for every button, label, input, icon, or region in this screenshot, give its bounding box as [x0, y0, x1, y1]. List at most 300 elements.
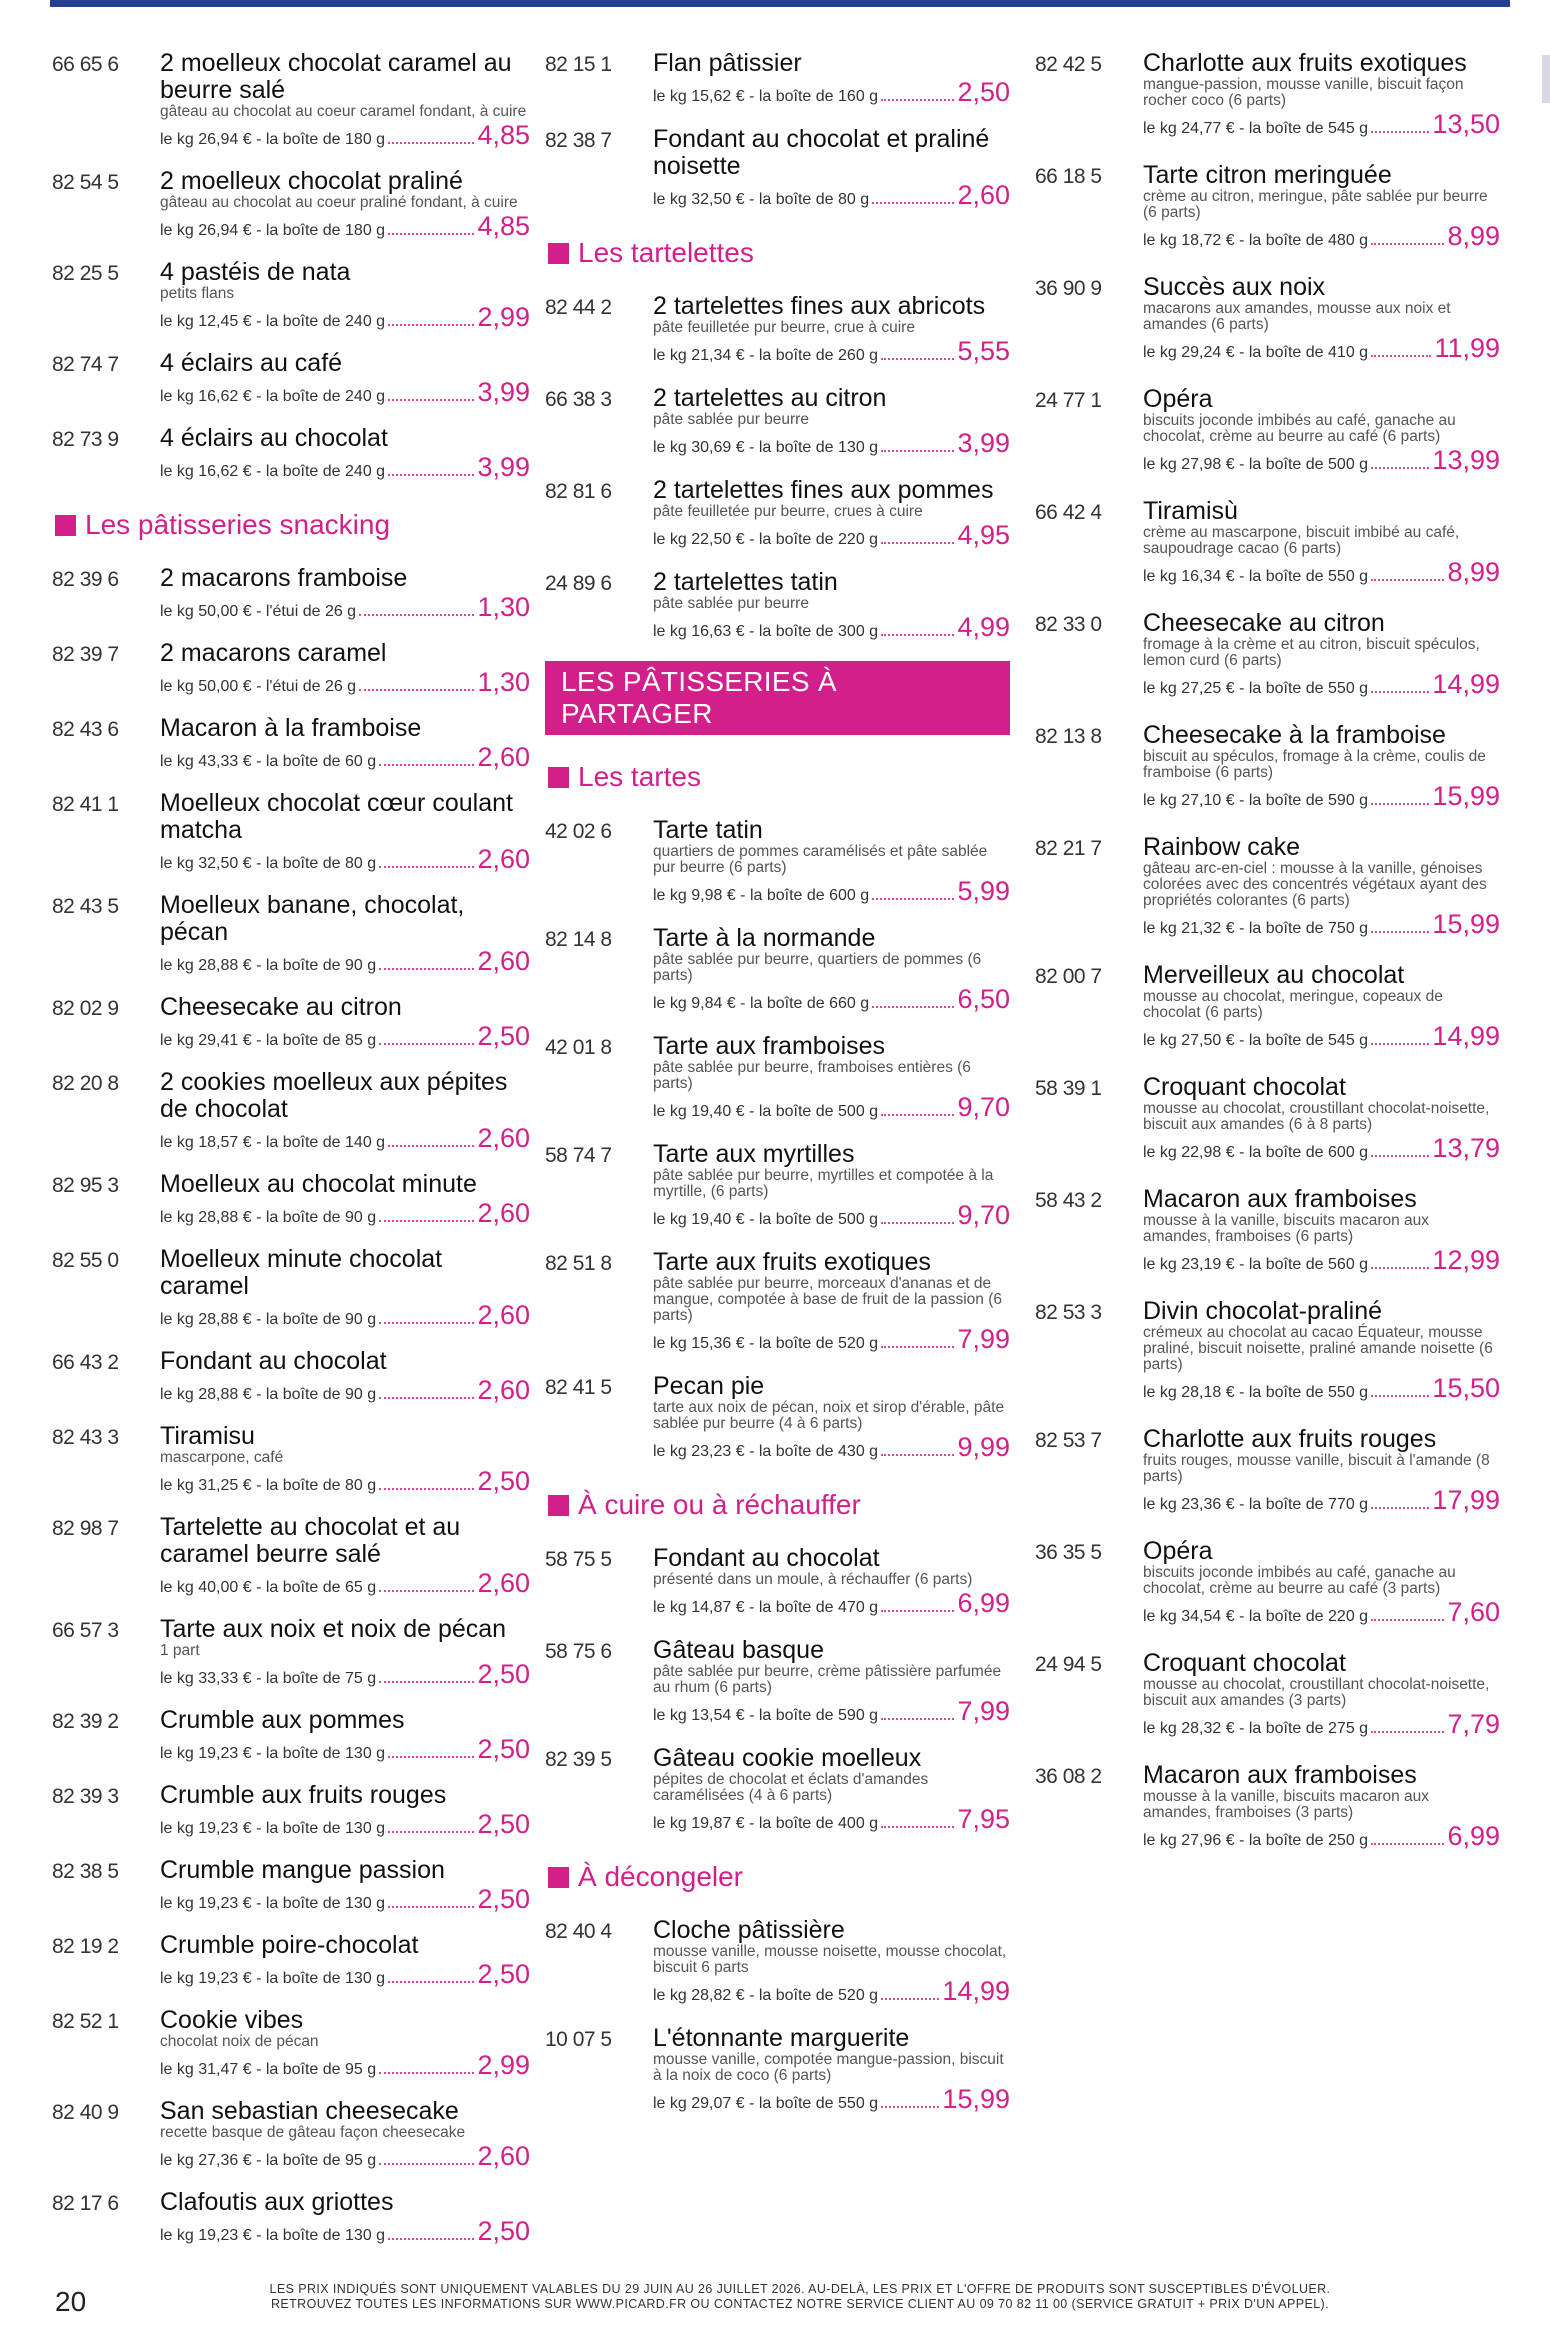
column-3: [1035, 50, 1500, 1874]
product-code: 66 43 2: [52, 1351, 119, 1374]
product-price: 11,99: [1434, 333, 1500, 363]
product-description: 1 part: [160, 1642, 200, 1659]
product-code: 82 14 8: [545, 928, 612, 951]
unit-price-info: le kg 22,50 € - la boîte de 220 g: [653, 531, 879, 548]
product-price: 9,99: [957, 1432, 1010, 1462]
price-line: [160, 1959, 530, 1990]
price-line: [1143, 1709, 1500, 1740]
product-name: Crumble aux pommes: [160, 1706, 405, 1734]
product-description: quartiers de pommes caramélisés et pâte sablée pur beurre (6 parts): [653, 843, 988, 876]
price-line: [160, 2141, 530, 2172]
dotted-leader: [1371, 1267, 1429, 1269]
unit-price-info: le kg 34,54 € - la boîte de 220 g: [1143, 1608, 1369, 1625]
product-name: 2 macarons framboise: [160, 564, 408, 592]
unit-price-info: le kg 28,88 € - la boîte de 90 g: [160, 1386, 377, 1403]
product-code: 82 52 1: [52, 2010, 119, 2033]
unit-price-info: le kg 16,63 € - la boîte de 300 g: [653, 623, 879, 640]
product-price: 2,50: [477, 1959, 530, 1989]
product-name: Charlotte aux fruits exotiques: [1143, 49, 1467, 77]
price-line: [653, 612, 1010, 643]
product-description: petits flans: [160, 285, 235, 302]
section-heading: [548, 1861, 1010, 1893]
product-item: [52, 425, 530, 483]
dotted-leader: [1371, 1619, 1444, 1621]
product-name: Tarte aux framboises: [653, 1032, 886, 1060]
product-price: 2,50: [477, 2216, 530, 2246]
price-line: [653, 77, 1010, 108]
product-price: 14,99: [1432, 669, 1500, 699]
product-price: 13,79: [1432, 1133, 1500, 1163]
product-price: 6,99: [1447, 1821, 1500, 1851]
price-line: [1143, 781, 1500, 812]
dotted-leader: [379, 1397, 474, 1399]
product-code: 36 35 5: [1035, 1541, 1102, 1564]
unit-price-info: le kg 50,00 € - l'étui de 26 g: [160, 678, 357, 695]
section-title: Les tartes: [578, 761, 701, 792]
dotted-leader: [388, 324, 474, 326]
section-square-icon: [548, 767, 569, 788]
product-price: 4,85: [477, 120, 530, 150]
product-code: 82 51 8: [545, 1252, 612, 1275]
dotted-leader: [388, 233, 474, 235]
product-name: Fondant au chocolat et praliné noisette: [653, 125, 990, 180]
product-description: mousse vanille, mousse noisette, mousse chocolat, biscuit 6 parts: [653, 1943, 1007, 1976]
dotted-leader: [388, 1831, 474, 1833]
dotted-leader: [388, 1981, 474, 1983]
product-description: crémeux au chocolat au cacao Équateur, mousse praliné, biscuit noisette, praliné amande noisette (6 parts): [1143, 1324, 1493, 1373]
dotted-leader: [1371, 1843, 1444, 1845]
product-code: 58 43 2: [1035, 1189, 1102, 1212]
unit-price-info: le kg 28,18 € - la boîte de 550 g: [1143, 1384, 1369, 1401]
unit-price-info: le kg 19,40 € - la boîte de 500 g: [653, 1211, 879, 1228]
product-price: 5,55: [957, 336, 1010, 366]
section-square-icon: [55, 515, 76, 536]
dotted-leader: [379, 1590, 474, 1592]
footer-line-2: RETROUVEZ TOUTES LES INFORMATIONS SUR WWW.PICARD.FR OU CONTACTEZ NOTRE SERVICE CLIENT AU 09 70 82 11 00 (SERVICE GRATUIT + PRIX D'UN APPEL).: [270, 2297, 1329, 2311]
product-item: [545, 1545, 1010, 1619]
product-details: [160, 640, 530, 698]
product-price: 2,50: [477, 1659, 530, 1689]
product-name: 4 éclairs au café: [160, 349, 343, 377]
product-item: [545, 1745, 1010, 1835]
product-item: [52, 565, 530, 623]
product-details: [160, 1857, 530, 1915]
price-line: [1143, 1597, 1500, 1628]
unit-price-info: le kg 19,23 € - la boîte de 130 g: [160, 1820, 386, 1837]
dotted-leader: [379, 968, 474, 970]
product-price: 2,50: [477, 1884, 530, 1914]
product-description: pâte sablée pur beurre: [653, 411, 809, 428]
price-line: [653, 1976, 1010, 2007]
section-title: Les pâtisseries snacking: [85, 509, 391, 540]
product-item: [52, 1171, 530, 1229]
dotted-leader: [872, 898, 954, 900]
product-item: [52, 1348, 530, 1406]
product-name: San sebastian cheesecake: [160, 2097, 459, 2125]
unit-price-info: le kg 40,00 € - la boîte de 65 g: [160, 1579, 377, 1596]
unit-price-info: le kg 29,24 € - la boîte de 410 g: [1143, 344, 1369, 361]
product-item: [52, 2098, 530, 2172]
dotted-leader: [388, 1145, 474, 1147]
section-square-icon: [548, 1495, 569, 1516]
product-item: [52, 1782, 530, 1840]
unit-price-info: le kg 29,07 € - la boîte de 550 g: [653, 2095, 879, 2112]
section-heading: [548, 237, 1010, 269]
footer-line-1: LES PRIX INDIQUÉS SONT UNIQUEMENT VALABLES DU 29 JUIN AU 26 JUILLET 2026. AU-DELÀ, LES PRIX ET L'OFFRE DE PRODUITS SONT SUSCEPTIBLES D'ÉVOLUER.: [269, 2282, 1331, 2296]
price-line: [1143, 333, 1500, 364]
dotted-leader: [1371, 467, 1429, 469]
product-item: [545, 126, 1010, 211]
product-description: biscuits joconde imbibés au café, ganache au chocolat, crème au beurre au café (6 parts): [1143, 412, 1456, 445]
unit-price-info: le kg 15,36 € - la boîte de 520 g: [653, 1335, 879, 1352]
dotted-leader: [379, 1220, 474, 1222]
product-name: 4 pastéis de nata: [160, 258, 351, 286]
unit-price-info: le kg 16,62 € - la boîte de 240 g: [160, 463, 386, 480]
product-item: [52, 994, 530, 1052]
unit-price-info: le kg 15,62 € - la boîte de 160 g: [653, 88, 879, 105]
product-code: 82 74 7: [52, 353, 119, 376]
unit-price-info: le kg 9,98 € - la boîte de 600 g: [653, 887, 870, 904]
product-code: 82 43 3: [52, 1426, 119, 1449]
product-details: [160, 1348, 530, 1406]
price-line: [160, 1809, 530, 1840]
product-code: 82 95 3: [52, 1174, 119, 1197]
unit-price-info: le kg 27,50 € - la boîte de 545 g: [1143, 1032, 1369, 1049]
product-name: Crumble mangue passion: [160, 1856, 445, 1884]
price-line: [1143, 221, 1500, 252]
dotted-leader: [379, 1043, 474, 1045]
product-code: 66 57 3: [52, 1619, 119, 1642]
product-item: [545, 925, 1010, 1015]
product-item: [1035, 1298, 1500, 1404]
product-details: [160, 425, 530, 483]
price-line: [160, 1021, 530, 1052]
product-price: 15,99: [942, 2084, 1010, 2114]
dotted-leader: [379, 866, 474, 868]
product-price: 3,99: [957, 428, 1010, 458]
product-item: [1035, 1074, 1500, 1164]
product-description: pâte sablée pur beurre, quartiers de pommes (6 parts): [653, 951, 982, 984]
dotted-leader: [872, 202, 954, 204]
unit-price-info: le kg 14,87 € - la boîte de 470 g: [653, 1599, 879, 1616]
product-name: Rainbow cake: [1143, 833, 1301, 861]
product-price: 4,99: [957, 612, 1010, 642]
price-line: [653, 520, 1010, 551]
dotted-leader: [1371, 579, 1444, 581]
product-item: [545, 385, 1010, 459]
product-price: 2,60: [477, 1568, 530, 1598]
product-price: 2,99: [477, 2050, 530, 2080]
price-line: [160, 844, 530, 875]
price-line: [160, 946, 530, 977]
product-code: 66 42 4: [1035, 501, 1102, 524]
product-code: 82 15 1: [545, 53, 612, 76]
product-price: 8,99: [1447, 557, 1500, 587]
product-details: [160, 1782, 530, 1840]
price-line: [653, 984, 1010, 1015]
product-name: Succès aux noix: [1143, 273, 1326, 301]
column-2: [545, 50, 1010, 2133]
product-name: Merveilleux au chocolat: [1143, 961, 1405, 989]
price-line: [160, 302, 530, 333]
dotted-leader: [881, 358, 954, 360]
product-item: [545, 1637, 1010, 1727]
price-line: [653, 180, 1010, 211]
product-details: [653, 2025, 1010, 2115]
product-name: Gâteau cookie moelleux: [653, 1744, 922, 1772]
product-details: [160, 1246, 530, 1331]
product-item: [545, 1917, 1010, 2007]
unit-price-info: le kg 21,32 € - la boîte de 750 g: [1143, 920, 1369, 937]
price-line: [160, 377, 530, 408]
product-price: 2,60: [477, 1375, 530, 1405]
product-item: [52, 790, 530, 875]
dotted-leader: [1371, 1155, 1429, 1157]
price-line: [160, 211, 530, 242]
unit-price-info: le kg 28,88 € - la boîte de 90 g: [160, 1311, 377, 1328]
product-description: crème au mascarpone, biscuit imbibé au café, saupoudrage cacao (6 parts): [1143, 524, 1460, 557]
dotted-leader: [1371, 1731, 1444, 1733]
product-details: [1143, 1650, 1500, 1740]
unit-price-info: le kg 19,23 € - la boîte de 130 g: [160, 1895, 386, 1912]
product-code: 82 40 4: [545, 1920, 612, 1943]
product-description: fruits rouges, mousse vanille, biscuit à l'amande (8 parts): [1143, 1452, 1490, 1485]
dotted-leader: [881, 2106, 939, 2108]
product-code: 82 20 8: [52, 1072, 119, 1095]
product-price: 3,99: [477, 452, 530, 482]
unit-price-info: le kg 28,82 € - la boîte de 520 g: [653, 1987, 879, 2004]
product-code: 82 53 3: [1035, 1301, 1102, 1324]
dotted-leader: [1371, 243, 1444, 245]
product-item: [1035, 1538, 1500, 1628]
dotted-leader: [881, 1346, 954, 1348]
product-details: [160, 50, 530, 151]
dotted-leader: [1371, 1395, 1429, 1397]
dotted-leader: [1371, 691, 1429, 693]
product-details: [1143, 834, 1500, 940]
product-details: [160, 168, 530, 242]
dotted-leader: [388, 474, 474, 476]
price-line: [1143, 669, 1500, 700]
product-item: [545, 569, 1010, 643]
product-price: 2,60: [957, 180, 1010, 210]
section-title: À cuire ou à réchauffer: [578, 1489, 861, 1520]
product-description: mousse à la vanille, biscuits macaron aux amandes, framboises (6 parts): [1143, 1212, 1430, 1245]
product-details: [160, 259, 530, 333]
product-details: [653, 817, 1010, 907]
unit-price-info: le kg 28,32 € - la boîte de 275 g: [1143, 1720, 1369, 1737]
product-details: [160, 994, 530, 1052]
unit-price-info: le kg 19,87 € - la boîte de 400 g: [653, 1815, 879, 1832]
unit-price-info: le kg 16,34 € - la boîte de 550 g: [1143, 568, 1369, 585]
product-code: 82 81 6: [545, 480, 612, 503]
unit-price-info: le kg 19,23 € - la boîte de 130 g: [160, 1970, 386, 1987]
product-description: biscuit au spéculos, fromage à la crème, coulis de framboise (6 parts): [1143, 748, 1486, 781]
price-line: [653, 336, 1010, 367]
unit-price-info: le kg 18,72 € - la boîte de 480 g: [1143, 232, 1369, 249]
dotted-leader: [388, 399, 474, 401]
product-name: Crumble aux fruits rouges: [160, 1781, 447, 1809]
product-name: L'étonnante marguerite: [653, 2024, 910, 2052]
product-details: [653, 1141, 1010, 1231]
product-price: 7,79: [1447, 1709, 1500, 1739]
product-details: [1143, 50, 1500, 140]
product-item: [52, 1514, 530, 1599]
product-code: 82 17 6: [52, 2192, 119, 2215]
product-price: 13,50: [1432, 109, 1500, 139]
price-line: [160, 1198, 530, 1229]
product-details: [160, 790, 530, 875]
product-price: 5,99: [957, 876, 1010, 906]
product-name: Moelleux chocolat cœur coulant matcha: [160, 789, 513, 844]
unit-price-info: le kg 26,94 € - la boîte de 180 g: [160, 131, 386, 148]
product-description: gâteau au chocolat au coeur praliné fondant, à cuire: [160, 194, 518, 211]
unit-price-info: le kg 28,88 € - la boîte de 90 g: [160, 957, 377, 974]
product-item: [1035, 162, 1500, 252]
price-line: [653, 876, 1010, 907]
product-details: [160, 892, 530, 977]
product-description: pâte feuilletée pur beurre, crues à cuire: [653, 503, 923, 520]
unit-price-info: le kg 29,41 € - la boîte de 85 g: [160, 1032, 377, 1049]
price-line: [1143, 1245, 1500, 1276]
product-details: [653, 1373, 1010, 1463]
product-item: [1035, 274, 1500, 364]
product-item: [52, 259, 530, 333]
product-price: 2,60: [477, 1123, 530, 1153]
dotted-leader: [1371, 355, 1431, 357]
product-code: 82 43 6: [52, 718, 119, 741]
price-line: [160, 120, 530, 151]
product-item: [545, 1033, 1010, 1123]
product-name: Pecan pie: [653, 1372, 765, 1400]
product-description: pâte sablée pur beurre, crème pâtissière parfumée au rhum (6 parts): [653, 1663, 1002, 1696]
product-price: 15,50: [1432, 1373, 1500, 1403]
product-item: [1035, 50, 1500, 140]
product-details: [160, 1616, 530, 1690]
price-line: [160, 1466, 530, 1497]
product-item: [52, 1857, 530, 1915]
dotted-leader: [881, 634, 954, 636]
unit-price-info: le kg 16,62 € - la boîte de 240 g: [160, 388, 386, 405]
product-code: 82 73 9: [52, 428, 119, 451]
unit-price-info: le kg 21,34 € - la boîte de 260 g: [653, 347, 879, 364]
product-name: 2 moelleux chocolat caramel au beurre salé: [160, 49, 512, 104]
price-line: [160, 2050, 530, 2081]
product-code: 82 42 5: [1035, 53, 1102, 76]
unit-price-info: le kg 23,19 € - la boîte de 560 g: [1143, 1256, 1369, 1273]
product-code: 36 08 2: [1035, 1765, 1102, 1788]
unit-price-info: le kg 13,54 € - la boîte de 590 g: [653, 1707, 879, 1724]
product-details: [1143, 1762, 1500, 1852]
unit-price-info: le kg 28,88 € - la boîte de 90 g: [160, 1209, 377, 1226]
product-price: 2,60: [477, 1300, 530, 1330]
product-name: Divin chocolat-praliné: [1143, 1297, 1383, 1325]
product-name: Crumble poire-chocolat: [160, 1931, 419, 1959]
price-line: [653, 1696, 1010, 1727]
product-price: 1,30: [477, 667, 530, 697]
product-description: mousse vanille, compotée mangue-passion, biscuit à la noix de coco (6 parts): [653, 2051, 1004, 2084]
product-item: [545, 1141, 1010, 1231]
product-item: [545, 477, 1010, 551]
product-item: [545, 50, 1010, 108]
product-details: [653, 1637, 1010, 1727]
price-line: [1143, 445, 1500, 476]
product-description: mousse au chocolat, croustillant chocolat-noisette, biscuit aux amandes (3 parts): [1143, 1676, 1490, 1709]
price-line: [160, 2216, 530, 2247]
product-description: mascarpone, café: [160, 1449, 284, 1466]
product-details: [160, 2189, 530, 2247]
dotted-leader: [379, 2072, 474, 2074]
product-code: 66 38 3: [545, 388, 612, 411]
product-code: 66 18 5: [1035, 165, 1102, 188]
dotted-leader: [881, 99, 954, 101]
section-heading: [548, 1489, 1010, 1521]
product-details: [160, 1932, 530, 1990]
product-name: Tartelette au chocolat et au caramel beurre salé: [160, 1513, 461, 1568]
product-price: 9,70: [957, 1092, 1010, 1122]
product-description: crème au citron, meringue, pâte sablée pur beurre (6 parts): [1143, 188, 1488, 221]
product-details: [160, 1423, 530, 1497]
product-price: 2,50: [477, 1734, 530, 1764]
product-name: 2 macarons caramel: [160, 639, 387, 667]
dotted-leader: [1371, 931, 1429, 933]
product-details: [160, 2007, 530, 2081]
product-item: [52, 1707, 530, 1765]
product-price: 15,99: [1432, 909, 1500, 939]
unit-price-info: le kg 18,57 € - la boîte de 140 g: [160, 1134, 386, 1151]
product-details: [653, 385, 1010, 459]
dotted-leader: [881, 542, 954, 544]
dotted-leader: [359, 614, 474, 616]
product-name: 2 tartelettes au citron: [653, 384, 887, 412]
dotted-leader: [1371, 1507, 1429, 1509]
product-name: Croquant chocolat: [1143, 1649, 1346, 1677]
unit-price-info: le kg 43,33 € - la boîte de 60 g: [160, 753, 377, 770]
product-name: Tiramisu: [160, 1422, 255, 1450]
product-code: 82 33 0: [1035, 613, 1102, 636]
product-description: pâte sablée pur beurre, myrtilles et compotée à la myrtille, (6 parts): [653, 1167, 994, 1200]
section-title: À décongeler: [578, 1861, 744, 1892]
dotted-leader: [881, 1826, 954, 1828]
footer-notice: [200, 2282, 1400, 2312]
dotted-leader: [881, 1222, 954, 1224]
product-details: [653, 569, 1010, 643]
price-line: [160, 667, 530, 698]
product-item: [52, 168, 530, 242]
product-name: Moelleux au chocolat minute: [160, 1170, 477, 1198]
product-code: 24 94 5: [1035, 1653, 1102, 1676]
price-line: [1143, 1021, 1500, 1052]
product-item: [1035, 610, 1500, 700]
product-price: 8,99: [1447, 221, 1500, 251]
product-code: 82 38 5: [52, 1860, 119, 1883]
unit-price-info: le kg 27,96 € - la boîte de 250 g: [1143, 1832, 1369, 1849]
unit-price-info: le kg 27,36 € - la boîte de 95 g: [160, 2152, 377, 2169]
price-line: [653, 1804, 1010, 1835]
product-code: 24 89 6: [545, 572, 612, 595]
product-description: mousse à la vanille, biscuits macaron aux amandes, framboises (3 parts): [1143, 1788, 1430, 1821]
product-details: [1143, 386, 1500, 476]
product-details: [653, 1917, 1010, 2007]
price-line: [160, 1123, 530, 1154]
product-item: [52, 1616, 530, 1690]
product-code: 82 39 7: [52, 643, 119, 666]
dotted-leader: [388, 1906, 474, 1908]
unit-price-info: le kg 22,98 € - la boîte de 600 g: [1143, 1144, 1369, 1161]
product-price: 2,99: [477, 302, 530, 332]
product-item: [52, 2189, 530, 2247]
product-item: [52, 1246, 530, 1331]
